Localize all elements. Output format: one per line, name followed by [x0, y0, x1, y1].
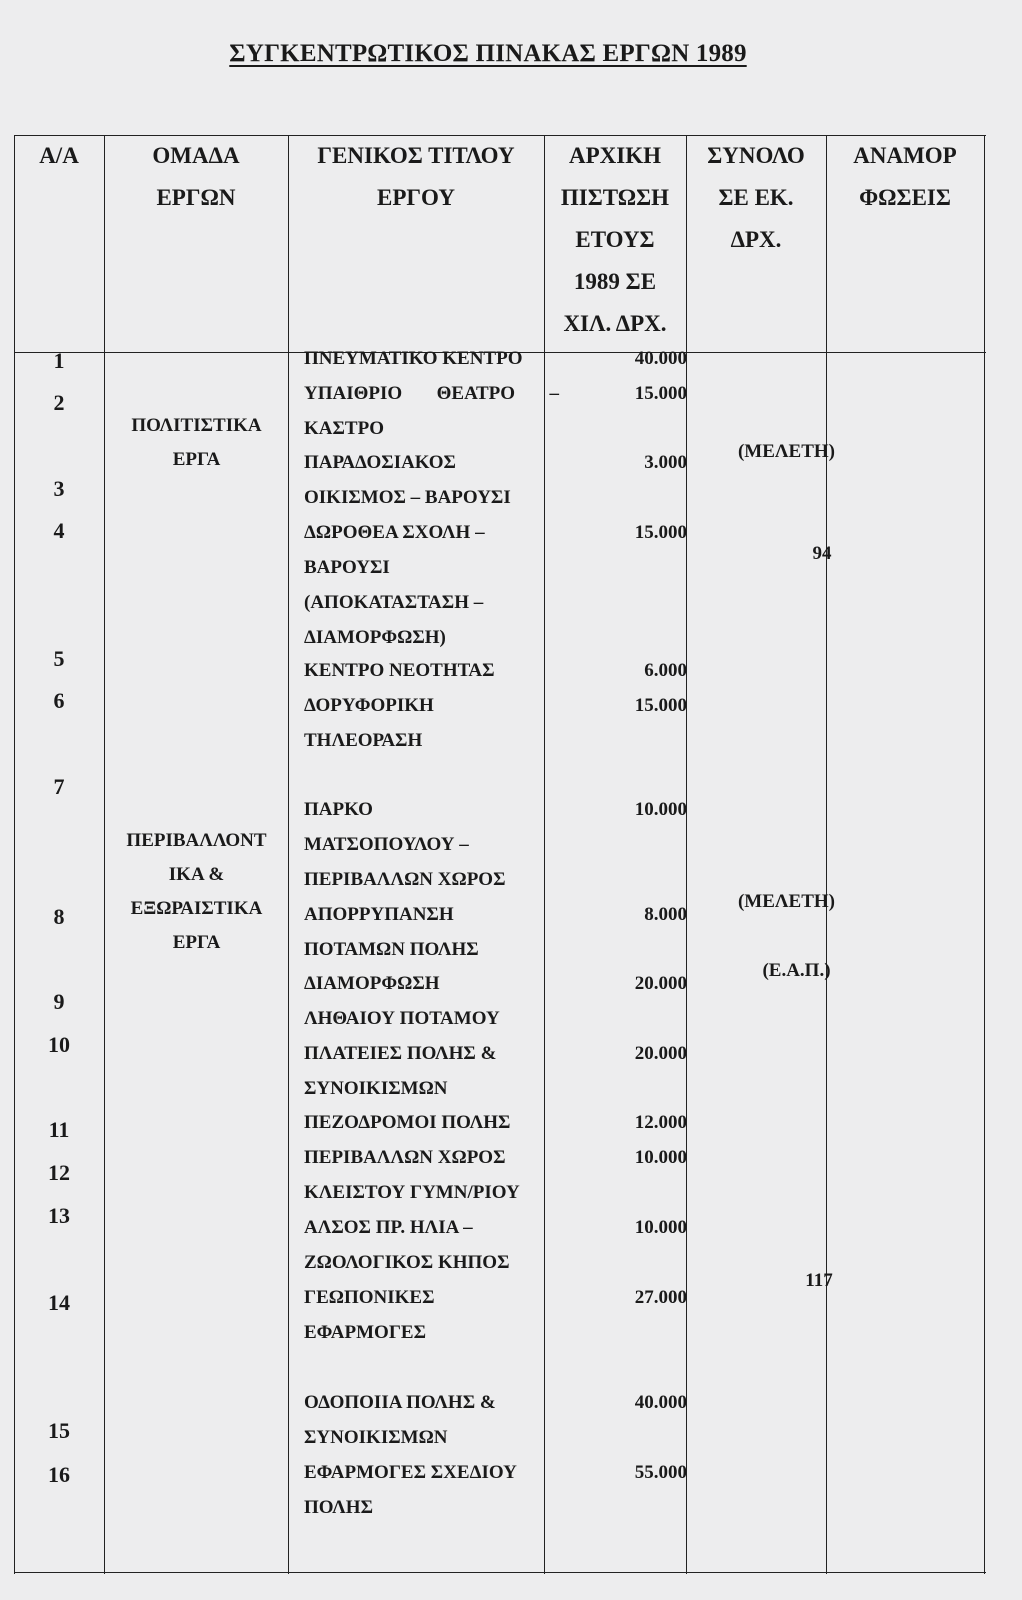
credit-amount: 40.000: [634, 348, 687, 369]
group-environmental: ΠΕΡΙΒΑΛΛΟΝΤ ΙΚΑ & ΕΞΩΡΑΙΣΤΙΚΑ ΕΡΓΑ: [126, 830, 267, 953]
work-title: ΔΟΡΥΦΟΡΙΚΗ ΤΗΛΕΟΡΑΣΗ: [304, 695, 434, 751]
total-note: (Ε.Α.Π.): [762, 960, 831, 981]
work-title: ΥΠΑΙΘΡΙΟ ΘΕΑΤΡΟ – ΚΑΣΤΡΟ: [304, 383, 559, 439]
credit-amount: 10.000: [634, 799, 687, 820]
credit-amount: 20.000: [634, 1043, 687, 1064]
table-border-bottom: [14, 1572, 986, 1573]
work-title: ΠΑΡΑΔΟΣΙΑΚΟΣ ΟΙΚΙΣΜΟΣ – ΒΑΡΟΥΣΙ: [304, 452, 511, 508]
row-number: 16: [48, 1462, 70, 1487]
row-number: 3: [53, 476, 65, 501]
work-title: ΓΕΩΠΟΝΙΚΕΣ ΕΦΑΡΜΟΓΕΣ: [304, 1287, 435, 1343]
table-border-right: [984, 135, 985, 1574]
row-number: 1: [53, 348, 65, 373]
work-title: ΚΕΝΤΡΟ ΝΕΟΤΗΤΑΣ: [304, 660, 495, 681]
row-number: 11: [48, 1117, 70, 1142]
row-number: 13: [48, 1203, 70, 1228]
credit-amount: 20.000: [634, 973, 687, 994]
row-number: 10: [48, 1032, 70, 1057]
credit-amount: 27.000: [634, 1287, 687, 1308]
work-title: ΠΛΑΤΕΙΕΣ ΠΟΛΗΣ & ΣΥΝΟΙΚΙΣΜΩΝ: [304, 1043, 497, 1099]
credit-amount: 8.000: [644, 904, 687, 925]
works-table: [14, 135, 986, 1574]
col-divider: [826, 135, 827, 1574]
credit-amount: 15.000: [634, 522, 687, 543]
work-title: ΠΑΡΚΟ ΜΑΤΣΟΠΟΥΛΟΥ – ΠΕΡΙΒΑΛΛΩΝ ΧΩΡΟΣ: [304, 799, 506, 890]
header-title: ΓΕΝΙΚΟΣ ΤΙΤΛΟΥ ΕΡΓΟΥ: [317, 143, 515, 210]
credit-amount: 55.000: [634, 1462, 687, 1483]
header-credit: ΑΡΧΙΚΗ ΠΙΣΤΩΣΗ ΕΤΟΥΣ 1989 ΣΕ ΧΙΛ. ΔΡΧ.: [560, 143, 670, 336]
row-number: 4: [53, 518, 65, 543]
row-number: 2: [53, 390, 65, 415]
row-number: 7: [53, 774, 65, 799]
credit-amount: 6.000: [644, 660, 687, 681]
work-title: ΠΕΡΙΒΑΛΛΩΝ ΧΩΡΟΣ ΚΛΕΙΣΤΟΥ ΓΥΜΝ/ΡΙΟΥ: [304, 1147, 520, 1203]
header-group: ΟΜΑΔΑ ΕΡΓΩΝ: [152, 143, 240, 210]
row-number: 14: [48, 1290, 70, 1315]
work-title: ΑΠΟΡΡΥΠΑΝΣΗ ΠΟΤΑΜΩΝ ΠΟΛΗΣ: [304, 904, 479, 960]
row-number: 9: [53, 989, 65, 1014]
credit-amount: 10.000: [634, 1217, 687, 1238]
credit-amount: 15.000: [634, 695, 687, 716]
work-title: ΟΔΟΠΟΙΙΑ ΠΟΛΗΣ & ΣΥΝΟΙΚΙΣΜΩΝ: [304, 1392, 496, 1448]
header-aa: Α/Α: [39, 143, 79, 168]
total-note: (ΜΕΛΕΤΗ): [737, 891, 835, 912]
work-title: ΔΩΡΟΘΕΑ ΣΧΟΛΗ – ΒΑΡΟΥΣΙ (ΑΠΟΚΑΤΑΣΤΑΣΗ – ΔΙΑΜΟΡΦΩΣΗ): [304, 522, 485, 648]
work-title: ΔΙΑΜΟΡΦΩΣΗ ΛΗΘΑΙΟΥ ΠΟΤΑΜΟΥ: [304, 973, 500, 1029]
header-total: ΣΥΝΟΛΟ ΣΕ ΕΚ. ΔΡΧ.: [707, 143, 805, 252]
credit-amount: 15.000: [634, 383, 687, 404]
total-value: 94: [812, 543, 832, 564]
row-number: 8: [53, 904, 65, 929]
work-title: ΠΝΕΥΜΑΤΙΚΟ ΚΕΝΤΡΟ: [304, 348, 523, 369]
total-note: (ΜΕΛΕΤΗ): [737, 441, 835, 462]
credit-amount: 12.000: [634, 1112, 687, 1133]
header-revisions: ΑΝΑΜΟΡ ΦΩΣΕΙΣ: [853, 143, 957, 210]
work-title: ΠΕΖΟΔΡΟΜΟΙ ΠΟΛΗΣ: [304, 1112, 511, 1133]
col-divider: [288, 135, 289, 1574]
document-title: ΣΥΓΚΕΝΤΡΩΤΙΚΟΣ ΠΙΝΑΚΑΣ ΕΡΓΩΝ 1989: [229, 40, 747, 67]
work-title: ΕΦΑΡΜΟΓΕΣ ΣΧΕΔΙΟΥ ΠΟΛΗΣ: [304, 1462, 517, 1518]
row-number: 6: [53, 688, 65, 713]
group-cultural: ΠΟΛΙΤΙΣΤΙΚΑ ΕΡΓΑ: [131, 415, 262, 470]
credit-amount: 3.000: [644, 452, 687, 473]
row-number: 12: [48, 1160, 70, 1185]
credit-amount: 10.000: [634, 1147, 687, 1168]
credit-amount: 40.000: [634, 1392, 687, 1413]
total-value: 117: [805, 1270, 833, 1291]
work-title: ΑΛΣΟΣ ΠΡ. ΗΛΙΑ – ΖΩΟΛΟΓΙΚΟΣ ΚΗΠΟΣ: [304, 1217, 510, 1273]
row-number: 5: [53, 646, 65, 671]
row-number: 15: [48, 1418, 70, 1443]
